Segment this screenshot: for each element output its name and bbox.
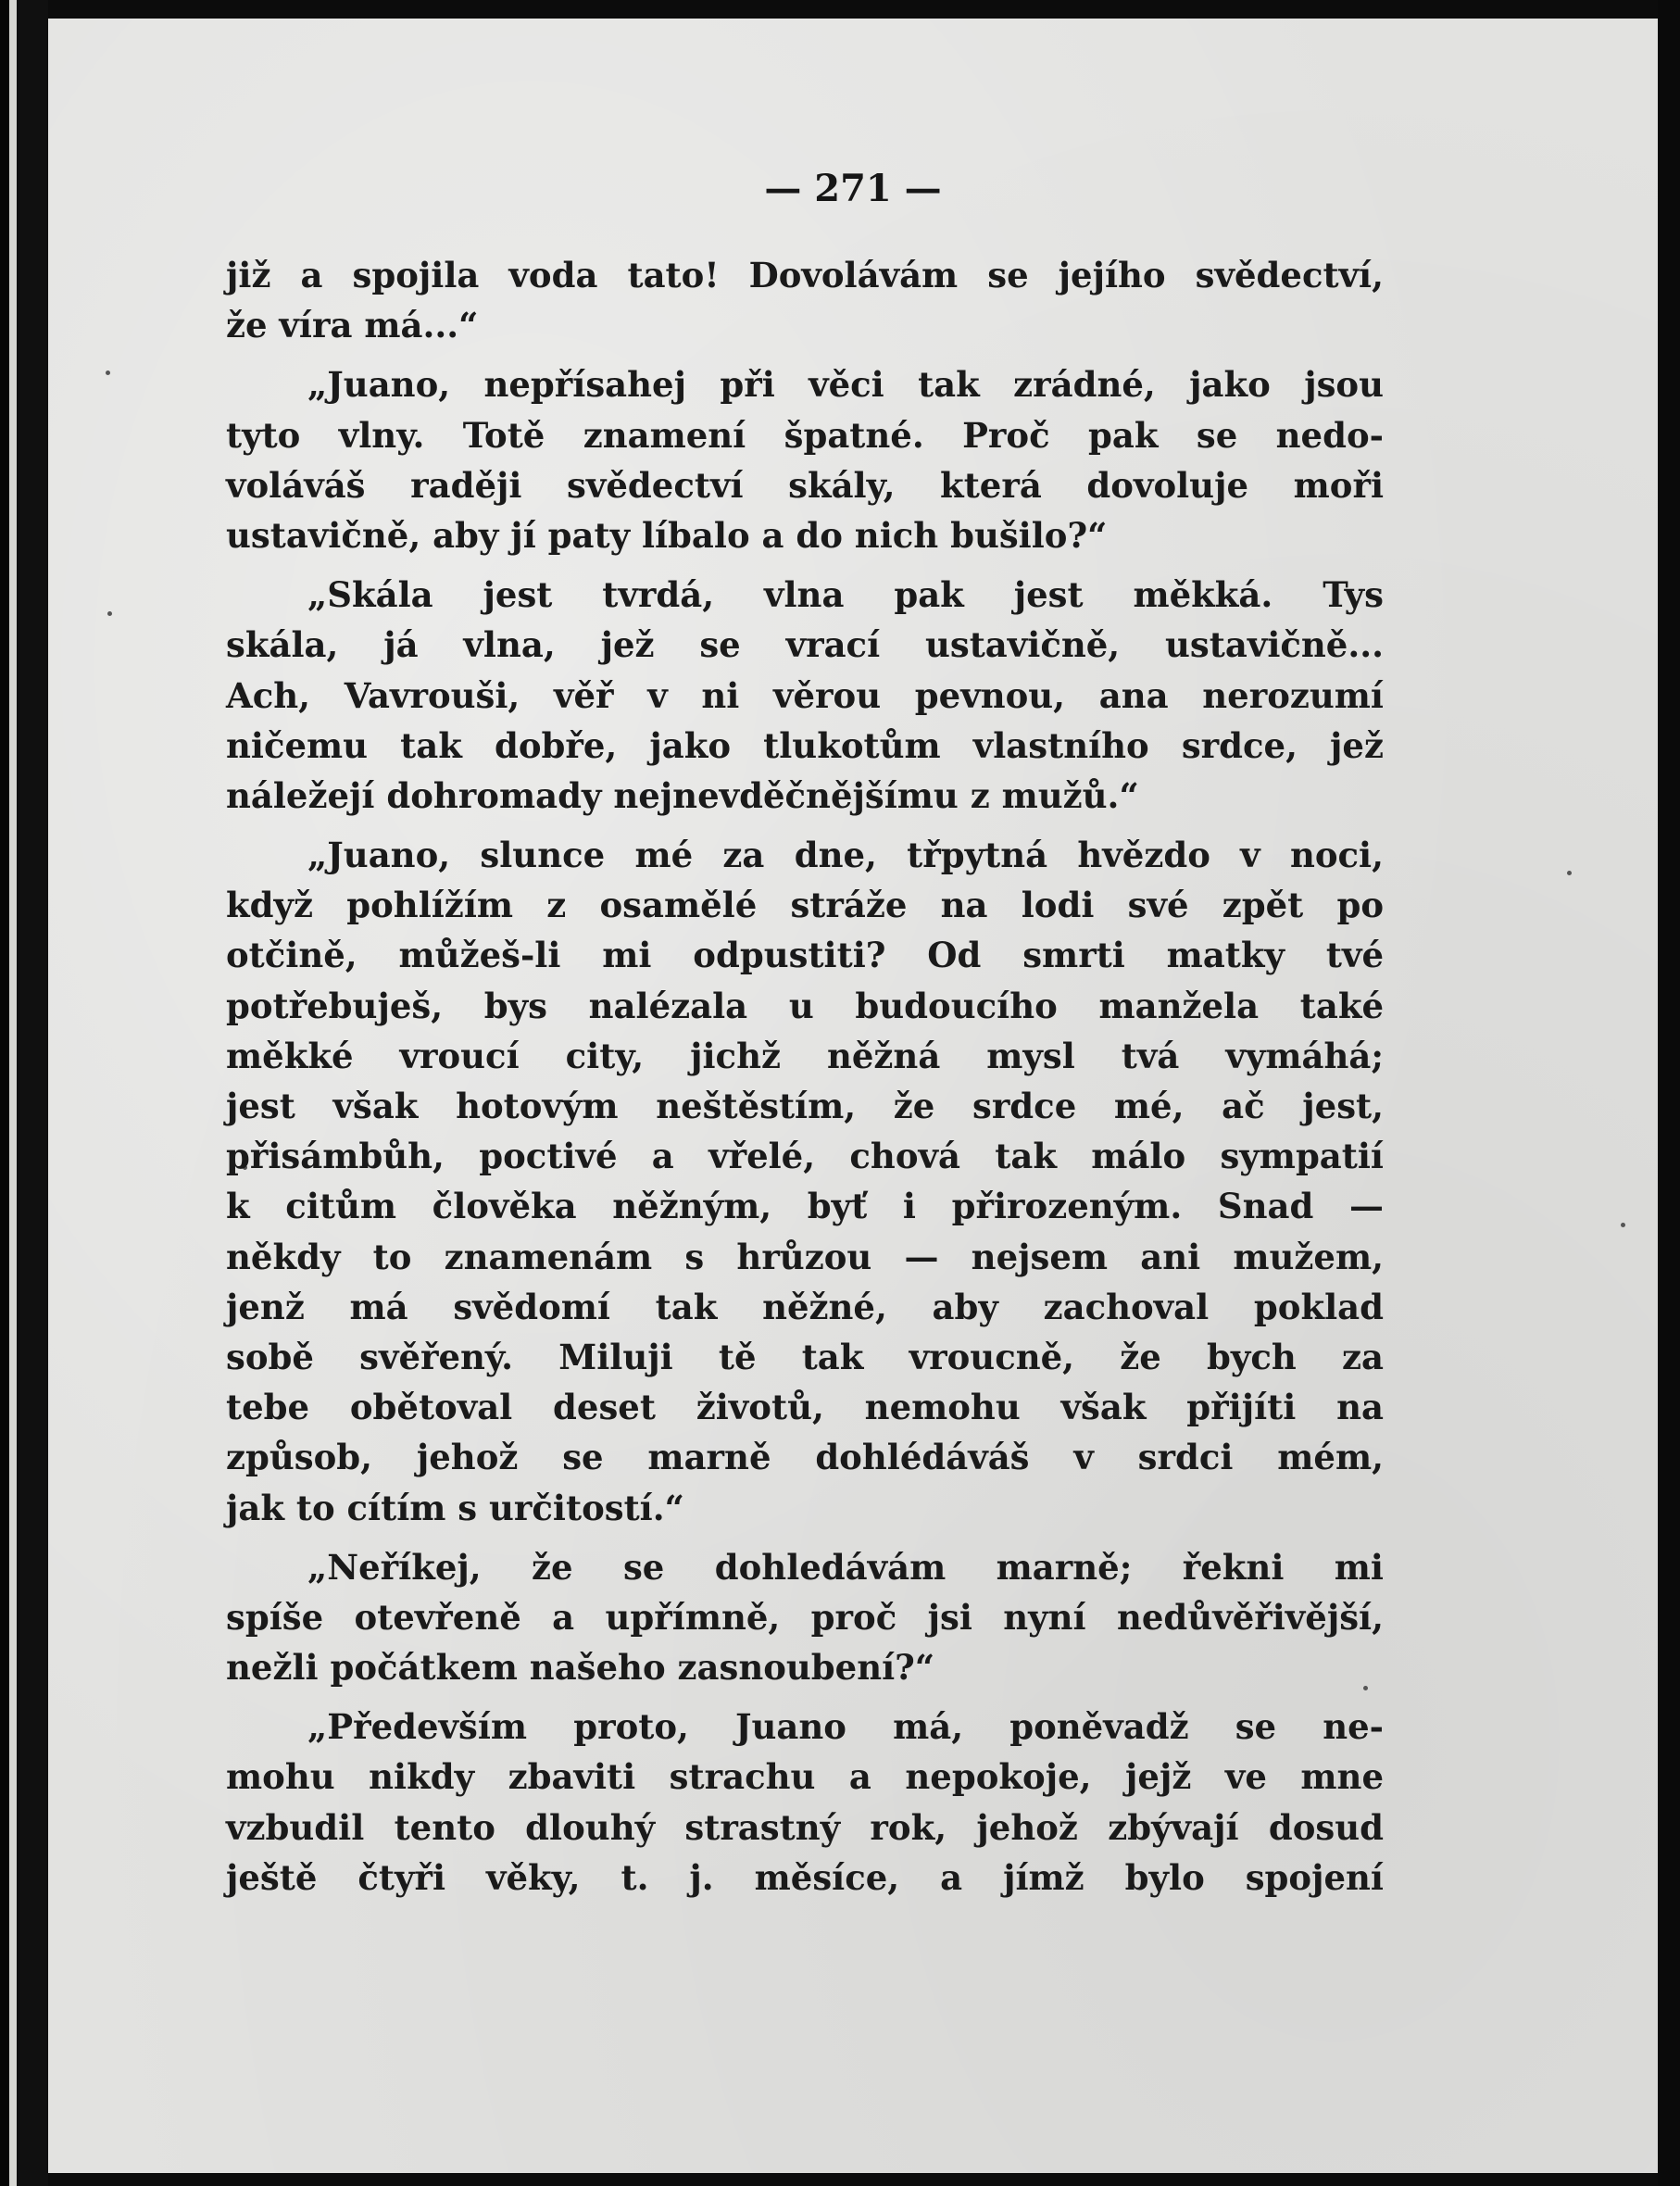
body-text bbox=[226, 250, 1384, 1912]
text-line: nežli počátkem našeho zasnoubení?“ bbox=[226, 1647, 935, 1689]
text-line: již a spojila voda tato! Dovolávám se jejího svědectví, bbox=[226, 255, 1384, 295]
paper-speck bbox=[1621, 1223, 1625, 1227]
paragraph bbox=[226, 570, 1384, 821]
text-line: skála, já vlna, jež se vrací ustavičně, ustavičně... bbox=[226, 624, 1384, 666]
text-line: sobě svěřený. Miluji tě tak vroucně, že bych za bbox=[226, 1336, 1384, 1377]
paragraph bbox=[226, 830, 1384, 1533]
text-line: náležejí dohromady nejnevděčnějšímu z mužů.“ bbox=[226, 774, 1139, 816]
page-number: — 271 — bbox=[764, 167, 942, 210]
text-line: jak to cítím s určitostí.“ bbox=[226, 1487, 684, 1528]
text-line: ustavičně, aby jí paty líbalo a do nich bušilo?“ bbox=[226, 514, 1108, 556]
text-line: k citům člověka něžným, byť i přirozeným. Snad — bbox=[226, 1186, 1384, 1227]
text-line: jenž má svědomí tak něžné, aby zachoval poklad bbox=[226, 1286, 1384, 1327]
paragraph bbox=[226, 359, 1384, 560]
text-line: ničemu tak dobře, jako tlukotům vlastního srdce, jež bbox=[226, 724, 1384, 766]
text-line: potřebuješ, bys nalézala u budoucího manžela také bbox=[226, 985, 1384, 1026]
text-line: spíše otevřeně a upřímně, proč jsi nyní nedůvěřivější, bbox=[226, 1596, 1384, 1638]
paragraph bbox=[226, 1542, 1384, 1693]
text-line: někdy to znamenám s hrůzou — nejsem ani mužem, bbox=[226, 1236, 1384, 1277]
text-line: tebe obětoval deset životů, nemohu však přijíti na bbox=[226, 1387, 1384, 1428]
paper-speck bbox=[107, 611, 112, 616]
page-right-edge bbox=[1658, 0, 1680, 2186]
text-line: Ach, Vavrouši, věř v ni věrou pevnou, ana nerozumí bbox=[226, 674, 1384, 716]
text-line: voláváš raději svědectví skály, která dovoluje moři bbox=[226, 464, 1384, 506]
text-line: když pohlížím z osamělé stráže na lodi své zpět po bbox=[226, 885, 1384, 926]
paper-speck bbox=[1567, 871, 1572, 875]
book-spine-edge bbox=[0, 0, 48, 2186]
text-line: „Neříkej, že se dohledávám marně; řekni mi bbox=[307, 1546, 1384, 1588]
paragraph bbox=[226, 1702, 1384, 1903]
text-line: že víra má...“ bbox=[226, 305, 479, 346]
text-line: vzbudil tento dlouhý strastný rok, jehož zbývají dosud bbox=[226, 1806, 1384, 1848]
text-line: „Především proto, Juano má, poněvadž se ne- bbox=[307, 1706, 1384, 1748]
paper-speck bbox=[106, 371, 110, 375]
paragraph bbox=[226, 250, 1384, 350]
text-line: tyto vlny. Totě znamení špatné. Proč pak se nedo- bbox=[226, 414, 1384, 456]
text-line: otčině, můžeš-li mi odpustiti? Od smrti matky tvé bbox=[226, 935, 1384, 976]
text-line: „Skála jest tvrdá, vlna pak jest měkká. Tys bbox=[307, 574, 1384, 616]
text-line: jest však hotovým neštěstím, že srdce mé, ač jest, bbox=[226, 1086, 1384, 1126]
text-line: přisámbůh, poctivé a vřelé, chová tak málo sympatií bbox=[226, 1136, 1384, 1177]
text-line: měkké vroucí city, jichž něžná mysl tvá vymáhá; bbox=[226, 1035, 1384, 1076]
text-line: „Juano, nepřísahej při věci tak zrádné, jako jsou bbox=[307, 364, 1384, 406]
text-line: ještě čtyři věky, t. j. měsíce, a jímž bylo spojení bbox=[226, 1856, 1384, 1898]
text-line: „Juano, slunce mé za dne, třpytná hvězdo v noci, bbox=[307, 835, 1384, 876]
text-line: způsob, jehož se marně dohlédáváš v srdci mém, bbox=[226, 1437, 1384, 1478]
text-line: mohu nikdy zbaviti strachu a nepokoje, jejž ve mne bbox=[226, 1756, 1384, 1798]
